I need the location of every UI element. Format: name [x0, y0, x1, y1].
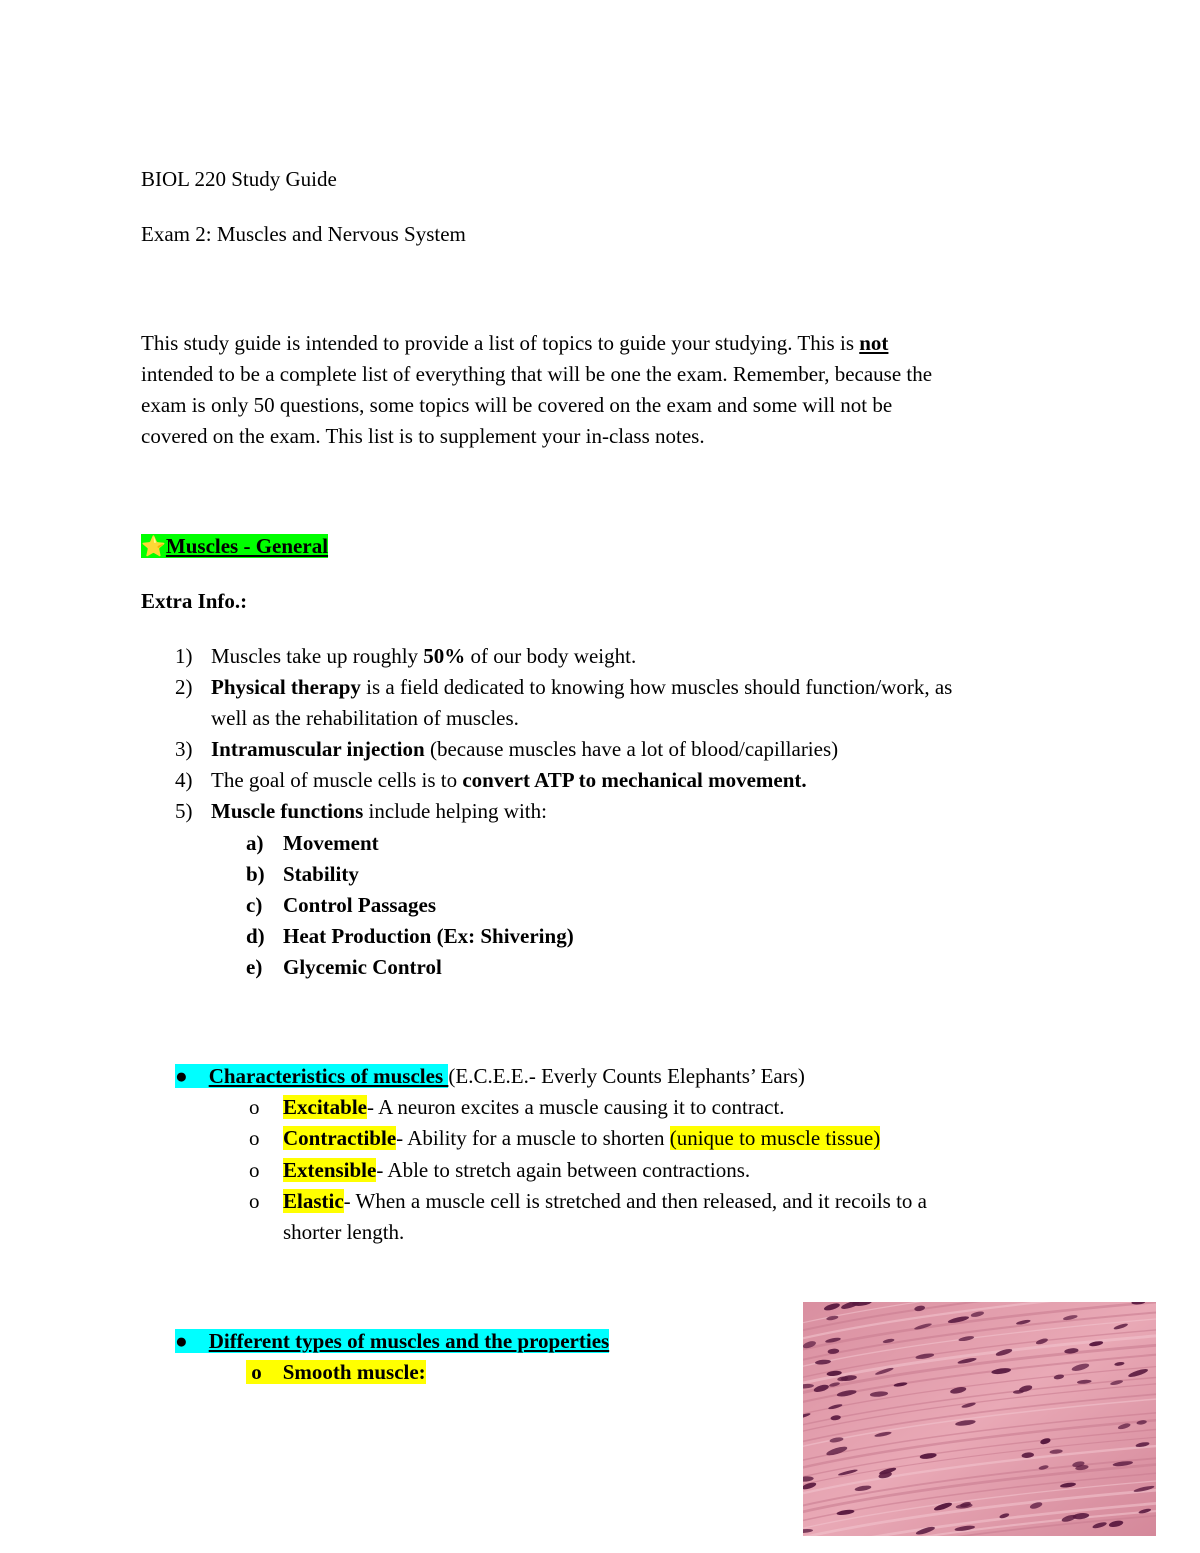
- characteristic-item: Excitable- A neuron excites a muscle causing it to contract.: [283, 1095, 785, 1119]
- list-item: Physical therapy is a field dedicated to knowing how muscles should function/work, as: [211, 675, 953, 699]
- smooth-muscle-heading: o Smooth muscle:: [246, 1357, 426, 1388]
- function-letter: c): [246, 893, 263, 917]
- function-item: Glycemic Control: [283, 955, 442, 979]
- list-item: Muscle functions include helping with:: [211, 799, 547, 823]
- course-title: BIOL 220 Study Guide: [141, 167, 337, 191]
- list-item-continuation: well as the rehabilitation of muscles.: [211, 706, 519, 730]
- list-number: 1): [175, 644, 193, 668]
- list-number: 5): [175, 799, 193, 823]
- function-letter: b): [246, 862, 265, 886]
- intro-line-2: intended to be a complete list of everything that will be one the exam. Remember, because the: [141, 362, 933, 386]
- list-item: The goal of muscle cells is to convert ATP to mechanical movement.: [211, 768, 807, 792]
- circle-bullet-icon: o: [249, 1158, 260, 1182]
- function-item: Heat Production (Ex: Shivering): [283, 924, 574, 948]
- list-number: 2): [175, 675, 193, 699]
- bullet-icon: ●: [175, 1064, 188, 1088]
- circle-bullet-icon: o: [249, 1126, 260, 1150]
- list-number: 3): [175, 737, 193, 761]
- function-item: Stability: [283, 862, 359, 886]
- characteristic-item-continuation: shorter length.: [283, 1220, 405, 1244]
- function-letter: a): [246, 831, 264, 855]
- circle-bullet-icon: o: [249, 1189, 260, 1213]
- intro-line-3: exam is only 50 questions, some topics will be covered on the exam and some will not be: [141, 393, 893, 417]
- characteristic-item: Contractible- Ability for a muscle to shorten (unique to muscle tissue): [283, 1126, 881, 1150]
- list-number: 4): [175, 768, 193, 792]
- function-item: Control Passages: [283, 893, 437, 917]
- list-item: Intramuscular injection (because muscles have a lot of blood/capillaries): [211, 737, 839, 761]
- bullet-icon: ●: [175, 1329, 188, 1353]
- function-letter: e): [246, 955, 263, 979]
- smooth-muscle-micrograph-image: [803, 1302, 1156, 1536]
- extra-info-label: Extra Info.:: [141, 589, 248, 613]
- star-icon: ⭐: [141, 536, 166, 558]
- characteristic-item: Elastic- When a muscle cell is stretched and then released, and it recoils to a: [283, 1189, 927, 1213]
- intro-line-1: This study guide is intended to provide a list of topics to guide your studying. This is not: [141, 331, 889, 355]
- characteristic-item: Extensible- Able to stretch again between contractions.: [283, 1158, 751, 1182]
- types-heading: ● Different types of muscles and the properties: [175, 1329, 610, 1353]
- exam-title: Exam 2: Muscles and Nervous System: [141, 222, 466, 246]
- circle-bullet-icon: o: [251, 1360, 262, 1384]
- intro-line-4: covered on the exam. This list is to supplement your in-class notes.: [141, 424, 705, 448]
- list-item: Muscles take up roughly 50% of our body weight.: [211, 644, 637, 668]
- section-general-heading: ⭐Muscles - General: [141, 534, 329, 558]
- function-item: Movement: [283, 831, 379, 855]
- circle-bullet-icon: o: [249, 1095, 260, 1119]
- intro-not-emphasis: not: [859, 331, 889, 355]
- characteristics-heading: ● Characteristics of muscles (E.C.E.E.- Everly Counts Elephants’ Ears): [175, 1064, 805, 1088]
- function-letter: d): [246, 924, 265, 948]
